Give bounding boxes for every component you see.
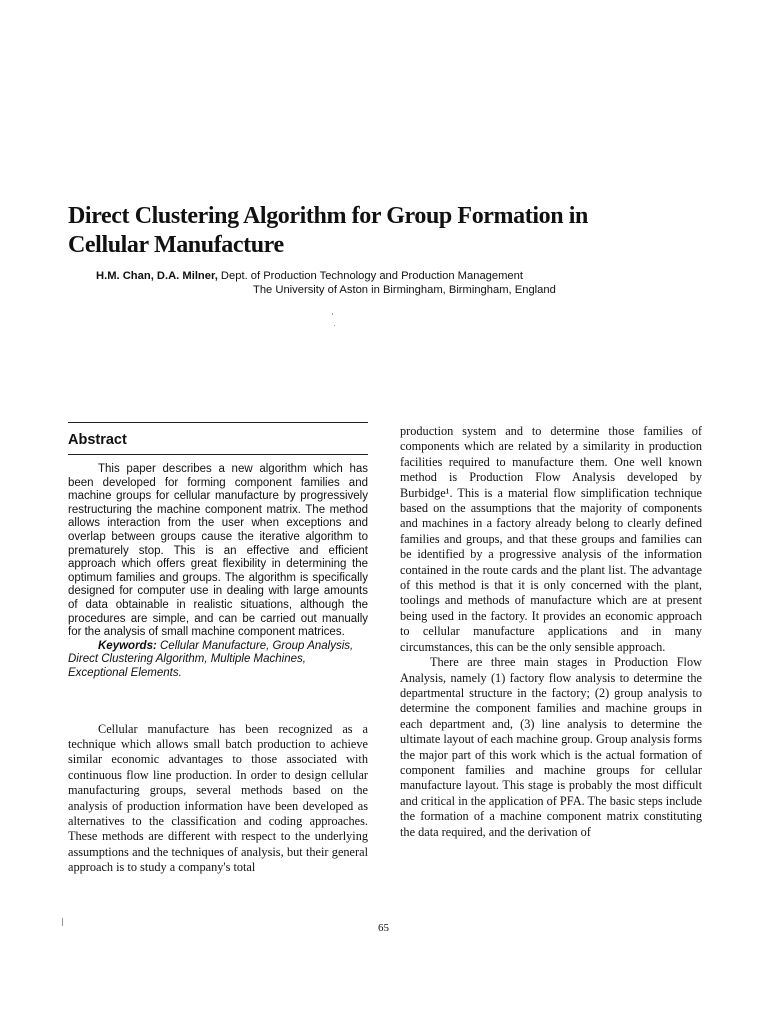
right-paragraph-2: There are three main stages in Production Flow Analysis, namely (1) factory flow analysis to determine the departmental structure in the factory; (2) group analysis to determine the component families and machine groups in each department and, (3) line analysis to determine the ultimate layout of each machine group. Group analysis forms the major part of this work which is the actual formation of component families and machine groups for cellular manufacture layout. This stage is probably the most difficult and critical in the application of PFA. The basic steps include the formation of a machine component matrix constituting the data required, and the derivation of (400, 655, 702, 839)
right-paragraph-1: production system and to determine those families of components which are related by a similarity in production facilities required to manufacture them. One well known method is Production Flow Analysis developed by Burbidge¹. This is a material flow simplification technique based on the assumptions that the majority of components and machines in a factory already belong to clearly defined families and groups, and that these groups and families can be identified by a progressive analysis of the information contained in the route cards and the plant list. The advantage of this method is that it is only concerned with the plant, toolings and methods of manufacture which are at present being used in the factory. It provides an economic approach to cellular manufacture applications and in many circumstances, this can be the only sensible approach. (400, 424, 702, 654)
author-names: H.M. Chan, D.A. Milner, (96, 270, 218, 282)
abstract-heading: Abstract (68, 432, 127, 448)
keywords (68, 640, 368, 681)
left-column (68, 422, 368, 876)
title-line-1: Direct Clustering Algorithm for Group Formation in (68, 203, 588, 229)
abstract-top-rule (68, 422, 368, 423)
page-number: 65 (378, 922, 389, 934)
title-line-2: Cellular Manufacture (68, 232, 284, 258)
right-column (400, 424, 702, 840)
scan-speck (62, 918, 63, 926)
keywords-label: Keywords: (98, 639, 157, 652)
keywords-text: Cellular Manufacture, Group Analysis, Direct Clustering Algorithm, Multiple Machines, Exceptional Elements. (68, 639, 354, 679)
scan-speck (334, 325, 335, 326)
author-line-1 (96, 269, 656, 283)
abstract-body: This paper describes a new algorithm which has been developed for forming component families and machine groups for cellular manufacture by progressively restructuring the machine component matrix. The method allows interaction from the user when exceptions and overlap between groups cause the iterative algorithm to prematurely stop. This is an effective and efficient approach which offers great flexibility in determining the optimum families and groups. The algorithm is specifically designed for computer use in dealing with large amounts of data obtainable in realistic situations, although the procedures are simple, and can be carried out manually for the analysis of small machine component matrices. (68, 463, 368, 639)
author-university: The University of Aston in Birmingham, Birmingham, England (253, 284, 556, 296)
author-affiliation (96, 269, 656, 297)
abstract-bottom-rule (68, 454, 368, 455)
paper-title (68, 202, 728, 260)
author-department: Dept. of Production Technology and Production Management (217, 270, 523, 282)
scan-speck (332, 313, 333, 315)
intro-paragraph: Cellular manufacture has been recognized as a technique which allows small batch production to achieve similar economic advantages to those associated with continuous flow line production. In order to design cellular manufacturing groups, several methods based on the analysis of production information have been developed as alternatives to the classification and coding approaches. These methods are different with respect to the underlying assumptions and the techniques of analysis, but their general approach is to study a company's total (68, 721, 368, 875)
